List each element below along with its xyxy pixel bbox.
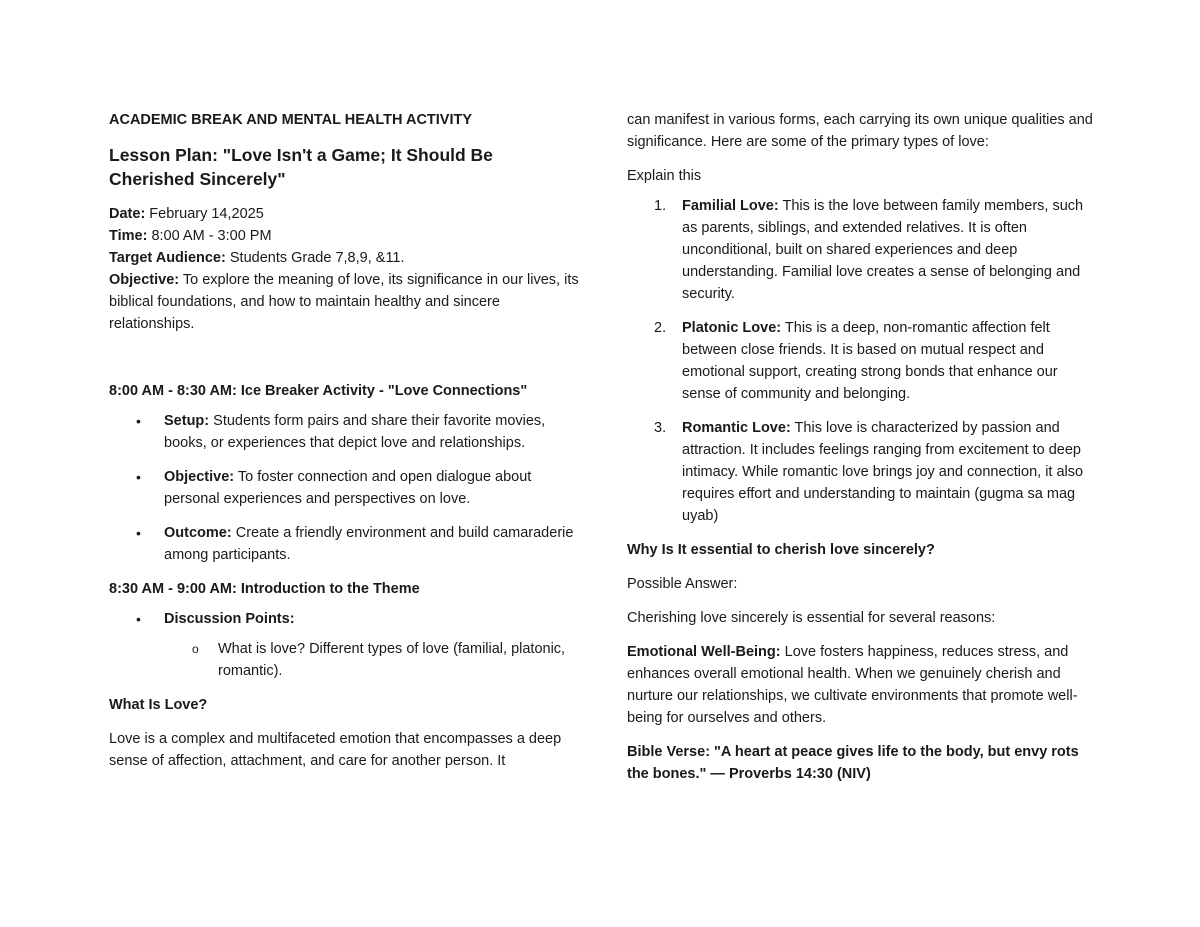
time-label: Time <box>109 228 143 244</box>
lesson-plan-title: Lesson Plan: "Love Isn't a Game; It Should Be Cherished Sincerely" <box>109 145 493 189</box>
what-is-love-heading: What Is Love? <box>109 697 208 713</box>
sub-item-text: What is love? Different types of love (familial, platonic, romantic). <box>218 641 566 679</box>
verse-label: Bible Verse <box>627 744 706 760</box>
item-number: 2. <box>654 320 667 336</box>
love-types-list <box>627 195 1099 527</box>
objective-colon: : <box>174 272 180 288</box>
wellbeing-colon: : <box>775 644 781 660</box>
item-number: 1. <box>654 198 667 214</box>
item-text: This is a deep, non-romantic affection felt between close friends. It is based on mutual respect and emotional support, creating strong bonds that enhance our sense of community and belonging. <box>682 320 1058 402</box>
item-label: Outcome <box>164 525 227 541</box>
wellbeing-label: Emotional Well-Being <box>627 644 776 660</box>
bible-verse <box>627 741 1099 785</box>
list-item <box>109 410 581 454</box>
time-line <box>109 225 581 247</box>
time-colon: : <box>142 228 148 244</box>
list-item <box>109 466 581 510</box>
item-colon: : <box>776 320 782 336</box>
bullet-icon: • <box>136 611 141 627</box>
verse-colon: : <box>705 744 711 760</box>
session2-list <box>109 608 581 630</box>
item-number: 3. <box>654 420 667 436</box>
discussion-label: Discussion Points <box>164 611 290 627</box>
wellbeing-paragraph <box>627 641 1099 729</box>
right-column <box>627 109 1099 785</box>
session1-list <box>109 410 581 566</box>
verse-text: "A heart at peace gives life to the body, but envy rots the bones." — Proverbs 14:30 (NIV) <box>627 744 1079 782</box>
item-label: Setup <box>164 413 205 429</box>
item-colon: : <box>229 469 235 485</box>
item-colon: : <box>785 420 791 436</box>
possible-answer: Possible Answer: <box>627 576 738 592</box>
left-column <box>109 109 581 772</box>
item-label: Objective <box>164 469 230 485</box>
list-item <box>109 638 581 682</box>
document-title: ACADEMIC BREAK AND MENTAL HEALTH ACTIVITY <box>109 112 473 128</box>
item-colon: : <box>226 525 232 541</box>
list-item <box>627 317 1099 405</box>
audience-value: Students Grade 7,8,9, &11. <box>225 250 405 266</box>
time-value: 8:00 AM - 3:00 PM <box>147 228 272 244</box>
item-text: Create a friendly environment and build camaraderie among participants. <box>164 525 574 563</box>
audience-colon: : <box>221 250 226 266</box>
date-colon: : <box>140 206 146 222</box>
date-line <box>109 203 581 225</box>
what-is-love-paragraph: Love is a complex and multifaceted emotion that encompasses a deep sense of affection, attachment, and care for another person. It <box>109 731 562 769</box>
wellbeing-text: Love fosters happiness, reduces stress, and enhances overall emotional health. When we genuinely cherish and nurture our relationships, we cultivate environments that promote well-being for ourselves and others. <box>627 644 1078 726</box>
item-text: This love is characterized by passion and attraction. It includes feelings ranging from excitement to deep intimacy. While romantic love brings joy and connection, it also requires effort and understanding to maintain (gugma sa mag uyab) <box>682 420 1084 524</box>
list-item <box>627 417 1099 527</box>
item-label: Platonic Love <box>682 320 777 336</box>
list-item <box>109 522 581 566</box>
why-question: Why Is It essential to cherish love sincerely? <box>627 542 935 558</box>
bullet-icon: • <box>136 413 141 429</box>
audience-label: Target Audience <box>109 250 221 266</box>
objective-label: Objective <box>109 272 175 288</box>
item-label: Familial Love <box>682 198 774 214</box>
what-is-love-paragraph-continued: can manifest in various forms, each carrying its own unique qualities and significance. Here are some of the primary types of love: <box>627 112 1093 150</box>
session2-heading: 8:30 AM - 9:00 AM: Introduction to the Theme <box>109 581 420 597</box>
discussion-colon: : <box>289 611 295 627</box>
date-label: Date <box>109 206 141 222</box>
item-colon: : <box>773 198 779 214</box>
list-item <box>109 608 581 630</box>
bullet-icon: • <box>136 469 141 485</box>
objective-line <box>109 269 581 335</box>
audience-line <box>109 247 581 269</box>
item-text: This is the love between family members, such as parents, siblings, and extended relatives. It is often unconditional, built on shared experiences and deep understanding. Familial love creates a sense of belonging and security. <box>682 198 1084 302</box>
bullet-icon: • <box>136 525 141 541</box>
why-intro: Cherishing love sincerely is essential for several reasons: <box>627 610 996 626</box>
item-text: To foster connection and open dialogue about personal experiences and perspectives on love. <box>164 469 532 507</box>
item-label: Romantic Love <box>682 420 786 436</box>
list-item <box>627 195 1099 305</box>
circle-bullet-icon: o <box>192 642 199 656</box>
explain-this: Explain this <box>627 168 702 184</box>
date-value: February 14,2025 <box>145 206 264 222</box>
item-text: Students form pairs and share their favorite movies, books, or experiences that depict love and relationships. <box>164 413 546 451</box>
session1-heading: 8:00 AM - 8:30 AM: Ice Breaker Activity - "Love Connections" <box>109 383 528 399</box>
item-colon: : <box>204 413 210 429</box>
session2-sublist <box>109 638 581 682</box>
objective-value: To explore the meaning of love, its significance in our lives, its biblical foundations, and how to maintain healthy and sincere relationships. <box>109 272 579 332</box>
